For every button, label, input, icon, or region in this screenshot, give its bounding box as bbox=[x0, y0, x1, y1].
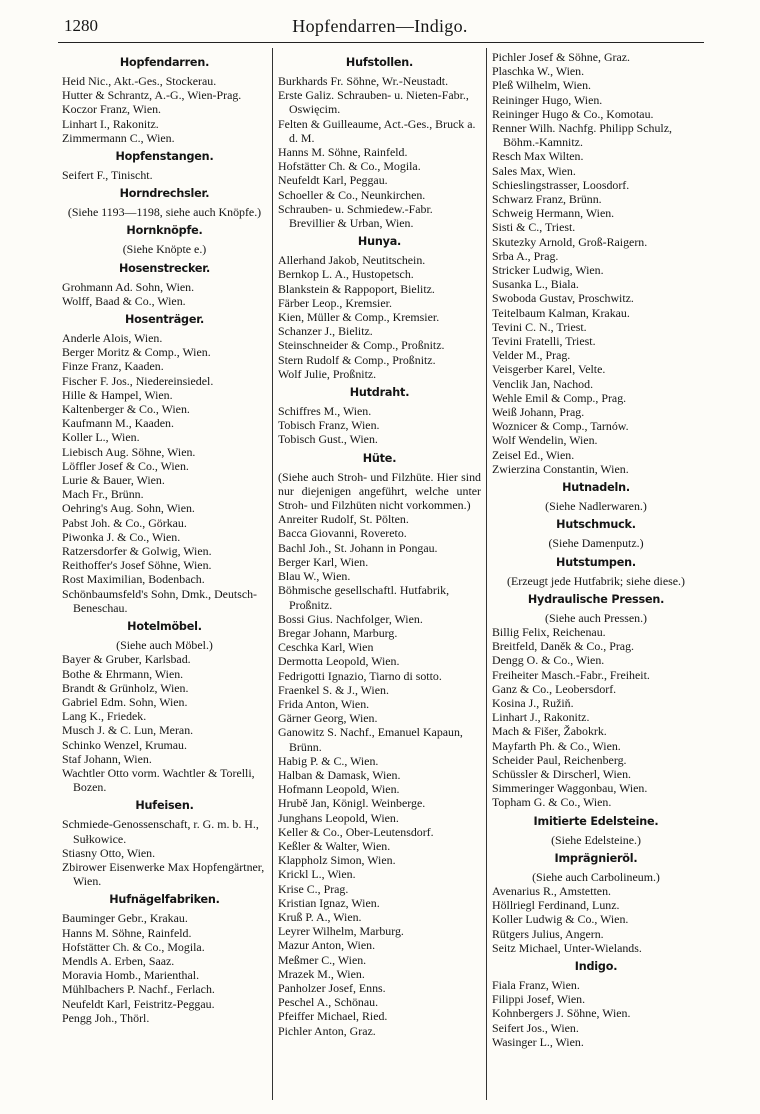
list-item: Hrubě Jan, Königl. Weinberge. bbox=[278, 796, 426, 811]
list-item: Steinschneider & Comp., Proßnitz. bbox=[278, 338, 445, 353]
list-item: Berger Karl, Wien. bbox=[278, 554, 369, 569]
cross-reference: (Siehe Nadlerwaren.) bbox=[545, 499, 647, 514]
section-heading: Hutdraht. bbox=[349, 386, 410, 400]
list-item: Panholzer Josef, Enns. bbox=[278, 980, 386, 995]
list-item: Neufeldt Karl, Feistritz-Peggau. bbox=[62, 996, 215, 1011]
page-title: Hopfendarren—Indigo. bbox=[292, 16, 468, 36]
section-heading: Hopfenstangen. bbox=[115, 150, 214, 164]
list-item: Mendls A. Erben, Saaz. bbox=[62, 953, 175, 968]
list-item: Schüssler & Dirscherl, Wien. bbox=[492, 766, 631, 781]
list-item: Zimmermann C., Wien. bbox=[62, 130, 175, 145]
list-item: Pleß Wilhelm, Wien. bbox=[492, 78, 592, 93]
section-heading: Hotelmöbel. bbox=[127, 620, 202, 634]
list-item: Burkhards Fr. Söhne, Wr.-Neustadt. bbox=[278, 74, 449, 88]
list-item: Fischer F. Jos., Niedereinsiedel. bbox=[62, 373, 214, 388]
list-item: Wehle Emil & Comp., Prag. bbox=[492, 390, 627, 405]
list-item: Breitfeld, Daněk & Co., Prag. bbox=[492, 639, 634, 654]
list-item: Schoeller & Co., Neunkirchen. bbox=[278, 187, 426, 202]
section-heading: Imprägnieröl. bbox=[554, 851, 638, 865]
section-heading: Hutstumpen. bbox=[556, 555, 636, 569]
cross-reference: (Siehe auch Möbel.) bbox=[116, 638, 213, 653]
list-item: Tevini C. N., Triest. bbox=[492, 319, 587, 334]
list-item: Reithoffer's Josef Söhne, Wien. bbox=[62, 558, 212, 573]
list-item: Halban & Damask, Wien. bbox=[278, 767, 401, 782]
list-item: Ganz & Co., Leobersdorf. bbox=[492, 681, 617, 696]
list-item: Fiala Franz, Wien. bbox=[492, 977, 580, 992]
list-item: Seifert F., Tinischt. bbox=[62, 168, 153, 183]
list-item: Mrazek M., Wien. bbox=[278, 966, 365, 981]
list-item: Billig Felix, Reichenau. bbox=[492, 624, 606, 639]
list-item: Anderle Alois, Wien. bbox=[62, 331, 163, 346]
list-item: Bossi Gius. Nachfolger, Wien. bbox=[278, 611, 423, 626]
list-item: Hutter & Schrantz, A.-G., Wien-Prag. bbox=[62, 88, 242, 103]
list-item: Gabriel Edm. Sohn, Wien. bbox=[62, 694, 188, 709]
list-item: Schinko Wenzel, Krumau. bbox=[62, 737, 187, 752]
list-item: Bauminger Gebr., Krakau. bbox=[62, 911, 188, 926]
list-item: Bothe & Ehrmann, Wien. bbox=[62, 666, 184, 681]
list-item: Skutezky Arnold, Groß-Raigern. bbox=[492, 234, 648, 249]
list-item: Allerhand Jakob, Neutitschein. bbox=[278, 253, 426, 268]
list-item: Resch Max Wilten. bbox=[492, 149, 584, 164]
list-item: Neufeldt Karl, Peggau. bbox=[278, 173, 388, 188]
list-item: Teitelbaum Kalman, Krakau. bbox=[492, 305, 630, 320]
list-item: Lang K., Friedek. bbox=[62, 709, 147, 724]
list-item: Frida Anton, Wien. bbox=[278, 696, 370, 711]
list-item: Linhart I., Rakonitz. bbox=[62, 116, 159, 131]
section-heading: Hutnadeln. bbox=[562, 481, 630, 495]
list-item: Blankstein & Rappoport, Bielitz. bbox=[278, 281, 435, 296]
list-item: Ceschka Karl, Wien bbox=[278, 640, 374, 655]
list-item: Avenarius R., Amstetten. bbox=[492, 883, 611, 898]
section-heading: Indigo. bbox=[574, 959, 618, 973]
list-item: Löffler Josef & Co., Wien. bbox=[62, 458, 189, 473]
column-2 bbox=[278, 50, 481, 1038]
list-item: Moravia Homb., Marienthal. bbox=[62, 968, 200, 983]
list-item: Klappholz Simon, Wien. bbox=[278, 853, 396, 868]
list-item: Swoboda Gustav, Proschwitz. bbox=[492, 291, 634, 306]
list-item: Schanzer J., Bielitz. bbox=[278, 324, 373, 339]
list-item: Sisti & C., Triest. bbox=[492, 220, 576, 235]
list-item: Schiffres M., Wien. bbox=[278, 404, 372, 419]
list-item: Hofmann Leopold, Wien. bbox=[278, 782, 400, 797]
list-item: Fraenkel S. & J., Wien. bbox=[278, 682, 389, 697]
list-item: Renner Wilh. Nachfg. Philipp Schulz, Böhm.-Kamnitz. bbox=[492, 121, 672, 150]
list-item: Erste Galiz. Schrauben- u. Nieten-Fabr., Oswięcim. bbox=[278, 88, 469, 117]
list-item: Kien, Müller & Comp., Kremsier. bbox=[278, 310, 440, 325]
list-item: Wolf Julie, Proßnitz. bbox=[278, 366, 377, 381]
cross-reference: (Siehe Knöpte e.) bbox=[122, 242, 207, 257]
cross-reference: (Erzeugt jede Hutfabrik; siehe diese.) bbox=[507, 573, 685, 588]
list-item: Wolff, Baad & Co., Wien. bbox=[62, 293, 186, 308]
list-item: Schrauben- u. Schmiedew.-Fabr. Brevillier & Urban, Wien. bbox=[278, 201, 433, 231]
section-heading: Hufnägelfabriken. bbox=[109, 893, 220, 907]
cross-reference: (Siehe Damenputz.) bbox=[548, 536, 644, 551]
section-heading: Hunya. bbox=[357, 235, 402, 249]
list-item: Berger Moritz & Comp., Wien. bbox=[62, 345, 211, 360]
list-item: Velder M., Prag. bbox=[492, 348, 571, 363]
list-item: Kaltenberger & Co., Wien. bbox=[62, 402, 190, 417]
list-item: Woznicer & Comp., Tarnów. bbox=[492, 419, 629, 434]
list-item: Leyrer Wilhelm, Marburg. bbox=[278, 924, 404, 939]
list-item: Pichler Josef & Söhne, Graz. bbox=[492, 50, 631, 64]
list-item: Topham G. & Co., Wien. bbox=[492, 795, 612, 810]
section-heading: Hosenträger. bbox=[124, 313, 205, 327]
list-item: Dermotta Leopold, Wien. bbox=[278, 654, 400, 669]
list-item: Tobisch Gust., Wien. bbox=[278, 432, 378, 447]
list-item: Koller L., Wien. bbox=[62, 430, 140, 445]
list-item: Pichler Anton, Graz. bbox=[278, 1023, 376, 1038]
column-divider bbox=[486, 48, 487, 1100]
column-1 bbox=[62, 50, 267, 1025]
list-item: Bayer & Gruber, Karlsbad. bbox=[62, 652, 191, 667]
list-item: Susanka L., Biala. bbox=[492, 277, 579, 292]
list-item: Kosina J., Ružiň. bbox=[492, 695, 574, 710]
list-item: Schönbaumsfeld's Sohn, Dmk., Deutsch-Beneschau. bbox=[62, 586, 258, 615]
list-item: Hofstätter Ch. & Co., Mogila. bbox=[278, 159, 421, 174]
list-item: Hanns M. Söhne, Rainfeld. bbox=[62, 925, 192, 940]
list-item: Krise C., Prag. bbox=[278, 881, 349, 896]
section-heading: Imitierte Edelsteine. bbox=[533, 814, 659, 828]
list-item: Venclik Jan, Nachod. bbox=[492, 376, 594, 391]
list-item: Kohnbergers J. Söhne, Wien. bbox=[492, 1006, 631, 1021]
list-item: Peschel A., Schönau. bbox=[278, 995, 379, 1010]
list-item: Hofstätter Ch. & Co., Mogila. bbox=[62, 939, 205, 954]
list-item: Staf Johann, Wien. bbox=[62, 751, 152, 766]
list-item: Reininger Hugo & Co., Komotau. bbox=[492, 106, 654, 121]
cross-reference: (Siehe 1193—1198, siehe auch Knöpfe.) bbox=[67, 205, 262, 220]
cross-reference: (Siehe auch Carbolineum.) bbox=[532, 869, 660, 884]
cross-reference: (Siehe auch Pressen.) bbox=[544, 610, 648, 625]
list-item: Rütgers Julius, Angern. bbox=[492, 926, 604, 941]
list-item: Tevini Fratelli, Triest. bbox=[492, 334, 596, 349]
list-item: Keller & Co., Ober-Leutensdorf. bbox=[278, 824, 434, 839]
list-item: Mach & Fišer, Žabokrk. bbox=[492, 724, 607, 739]
list-item: Pengg Joh., Thörl. bbox=[62, 1010, 150, 1025]
list-item: Zbirower Eisenwerke Max Hopfengärtner, Wien. bbox=[62, 859, 265, 889]
list-item: Bregar Johann, Marburg. bbox=[278, 625, 398, 640]
list-item: Hanns M. Söhne, Rainfeld. bbox=[278, 145, 408, 160]
list-item: Musch J. & C. Lun, Meran. bbox=[62, 723, 194, 738]
section-heading: Hufeisen. bbox=[135, 799, 194, 813]
list-item: Stern Rudolf & Comp., Proßnitz. bbox=[278, 352, 436, 367]
list-item: Pfeiffer Michael, Ried. bbox=[278, 1009, 388, 1024]
list-item: Heid Nic., Akt.-Ges., Stockerau. bbox=[62, 74, 217, 88]
list-item: Dengg O. & Co., Wien. bbox=[492, 653, 605, 668]
list-item: Blau W., Wien. bbox=[278, 569, 351, 584]
list-item: Weiß Johann, Prag. bbox=[492, 405, 585, 420]
list-item: Zwierzina Constantin, Wien. bbox=[492, 461, 629, 476]
list-item: Plaschka W., Wien. bbox=[492, 64, 585, 79]
list-item: Habig P. & C., Wien. bbox=[278, 753, 379, 768]
section-heading: Hosenstrecker. bbox=[118, 261, 211, 275]
section-heading: Hopfendarren. bbox=[119, 56, 210, 69]
list-item: Linhart J., Rakonitz. bbox=[492, 710, 590, 725]
list-item: Seitz Michael, Unter-Wielands. bbox=[492, 940, 642, 955]
list-item: Ratzersdorfer & Golwig, Wien. bbox=[62, 544, 212, 559]
list-item: Rost Maximilian, Bodenbach. bbox=[62, 572, 205, 587]
list-item: Tobisch Franz, Wien. bbox=[278, 418, 380, 433]
list-item: Koller Ludwig & Co., Wien. bbox=[492, 912, 629, 927]
list-item: Sales Max, Wien. bbox=[492, 163, 576, 178]
list-item: Oehring's Aug. Sohn, Wien. bbox=[62, 501, 195, 516]
list-item: Mach Fr., Brünn. bbox=[62, 487, 144, 502]
list-item: Mühlbachers P. Nachf., Ferlach. bbox=[62, 982, 215, 997]
list-item: Färber Leop., Kremsier. bbox=[278, 295, 392, 310]
section-heading: Hüte. bbox=[362, 451, 397, 465]
list-item: Piwonka J. & Co., Wien. bbox=[62, 529, 181, 544]
list-item: Böhmische gesellschaftl. Hutfabrik, Proßnitz. bbox=[278, 583, 450, 612]
list-item: Bacca Giovanni, Rovereto. bbox=[278, 526, 407, 541]
cross-reference: (Siehe Edelsteine.) bbox=[551, 832, 641, 847]
list-item: Veisgerber Karel, Velte. bbox=[492, 362, 606, 377]
list-item: Freiheiter Masch.-Fabr., Freiheit. bbox=[492, 667, 650, 682]
list-item: Schmiede-Genossenschaft, r. G. m. b. H., Sułkowice. bbox=[62, 817, 259, 846]
list-item: Ganowitz S. Nachf., Emanuel Kapaun, Brünn. bbox=[278, 725, 463, 754]
list-item: Mazur Anton, Wien. bbox=[278, 938, 376, 953]
list-item: Felten & Guilleaume, Act.-Ges., Bruck a. d. M. bbox=[278, 116, 476, 145]
list-item: Junghans Leopold, Wien. bbox=[278, 810, 399, 825]
list-item: Seifert Jos., Wien. bbox=[492, 1020, 579, 1035]
list-item: Lurie & Bauer, Wien. bbox=[62, 473, 165, 488]
list-item: Mayfarth Ph. & Co., Wien. bbox=[492, 738, 621, 753]
page-number: 1280 bbox=[64, 16, 98, 35]
list-item: Wasinger L., Wien. bbox=[492, 1034, 584, 1049]
list-item: Grohmann Ad. Sohn, Wien. bbox=[62, 279, 195, 294]
list-item: Schweig Hermann, Wien. bbox=[492, 206, 615, 221]
cross-reference: (Siehe auch Stroh- und Filzhüte. Hier sind nur diejenigen angeführt, welche unter Stroh- und Filzhüten nicht vorkommen.) bbox=[278, 469, 481, 513]
list-item: Kruß P. A., Wien. bbox=[278, 909, 362, 924]
list-item: Kristian Ignaz, Wien. bbox=[278, 895, 380, 910]
list-item: Filippi Josef, Wien. bbox=[492, 992, 586, 1007]
list-item: Reininger Hugo, Wien. bbox=[492, 92, 603, 107]
list-item: Gärner Georg, Wien. bbox=[278, 711, 378, 726]
list-item: Wachtler Otto vorm. Wachtler & Torelli, Bozen. bbox=[62, 765, 255, 795]
list-item: Schieslingstrasser, Loosdorf. bbox=[492, 177, 630, 192]
list-item: Liebisch Aug. Söhne, Wien. bbox=[62, 444, 196, 459]
list-item: Anreiter Rudolf, St. Pölten. bbox=[278, 512, 409, 527]
header-rule bbox=[58, 42, 704, 43]
list-item: Stiasny Otto, Wien. bbox=[62, 845, 156, 860]
section-heading: Horndrechsler. bbox=[119, 187, 210, 201]
list-item: Kaufmann M., Kaaden. bbox=[62, 416, 174, 431]
list-item: Simmeringer Waggonbau, Wien. bbox=[492, 781, 648, 796]
list-item: Wolf Wendelin, Wien. bbox=[492, 433, 598, 448]
list-item: Bachl Joh., St. Johann in Pongau. bbox=[278, 540, 438, 555]
list-item: Hille & Hampel, Wien. bbox=[62, 387, 173, 402]
list-item: Höllriegl Ferdinand, Lunz. bbox=[492, 898, 620, 913]
list-item: Krickl L., Wien. bbox=[278, 867, 356, 882]
column-3 bbox=[492, 50, 700, 1049]
list-item: Meßmer C., Wien. bbox=[278, 952, 367, 967]
list-item: Stricker Ludwig, Wien. bbox=[492, 263, 604, 278]
list-item: Zeisel Ed., Wien. bbox=[492, 447, 575, 462]
section-heading: Hornknöpfe. bbox=[126, 224, 203, 238]
column-divider bbox=[272, 48, 273, 1100]
list-item: Finze Franz, Kaaden. bbox=[62, 359, 164, 374]
list-item: Schwarz Franz, Brünn. bbox=[492, 192, 602, 207]
list-item: Koczor Franz, Wien. bbox=[62, 102, 162, 117]
list-item: Keßler & Walter, Wien. bbox=[278, 838, 391, 853]
list-item: Srba A., Prag. bbox=[492, 248, 559, 263]
section-heading: Hufstollen. bbox=[345, 56, 414, 69]
list-item: Pabst Joh. & Co., Görkau. bbox=[62, 515, 187, 530]
list-item: Fedrigotti Ignazio, Tiarno di sotto. bbox=[278, 668, 442, 683]
list-item: Brandt & Grünholz, Wien. bbox=[62, 680, 189, 695]
list-item: Scheider Paul, Reichenberg. bbox=[492, 752, 627, 767]
section-heading: Hutschmuck. bbox=[556, 518, 636, 532]
section-heading: Hydraulische Pressen. bbox=[527, 592, 665, 606]
list-item: Bernkop L. A., Hustopetsch. bbox=[278, 267, 414, 282]
